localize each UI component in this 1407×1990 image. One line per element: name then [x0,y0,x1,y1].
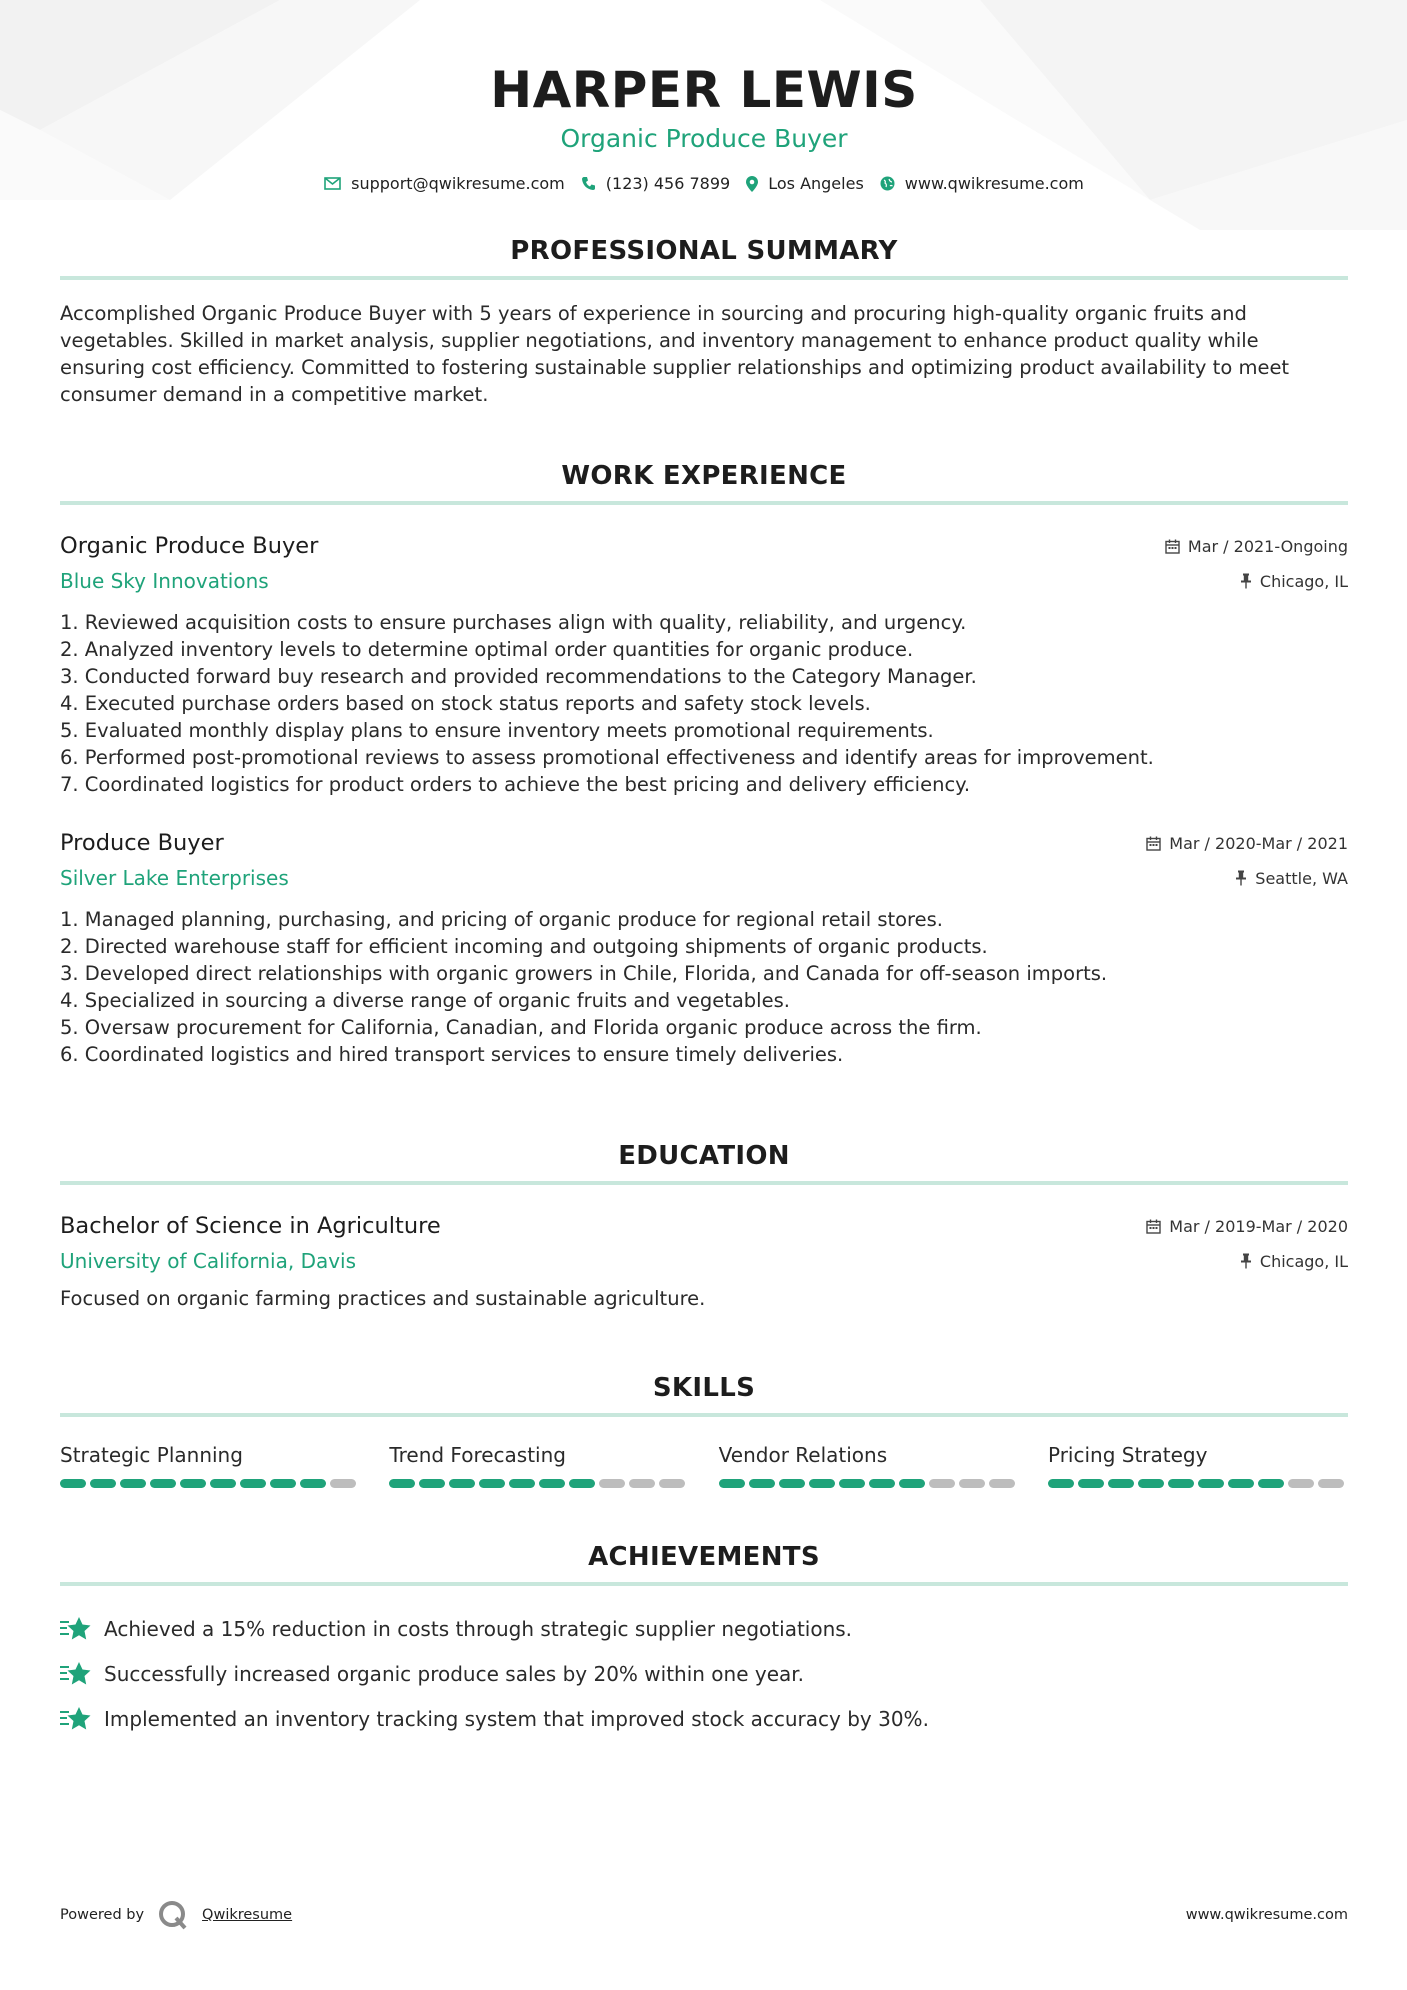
skill-level-segment [569,1479,595,1488]
star-icon [60,1616,92,1642]
list-item: 4. Executed purchase orders based on stock status reports and safety stock levels. [60,692,871,715]
summary-section [60,236,1348,408]
achievement-text: Implemented an inventory tracking system that improved stock accuracy by 30%. [104,1706,929,1731]
list-item: 5. Oversaw procurement for California, Canadian, and Florida organic produce across the firm. [60,1016,982,1039]
list-item: 1. Reviewed acquisition costs to ensure purchases align with quality, reliability, and urgency. [60,611,967,634]
job-location [1240,572,1348,591]
resume-header [60,0,1348,193]
skill-level-segment [419,1479,445,1488]
achievement-text: Achieved a 15% reduction in costs through strategic supplier negotiations. [104,1616,853,1641]
skill-name: Pricing Strategy [1047,1443,1208,1467]
skill-level-segment [1288,1479,1314,1488]
job-location-text: Seattle, WA [1255,868,1348,888]
skill-level-segment [479,1479,505,1488]
job-bullets [60,906,1348,1068]
job-dates [1165,537,1348,556]
job-bullets [60,609,1348,798]
job-entry-1 [60,533,1348,798]
summary-text: Accomplished Organic Produce Buyer with 5 years of experience in sourcing and procuring high-quality organic fruits and vegetables. Skilled in market analysis, supplier negotiations, and inventory management to enhance product quality while ensuring cost efficiency. Committed to fostering sustainable supplier relationships and optimizing product availability to meet consumer demand in a competitive market. [60,302,1290,406]
skill-level-segment [120,1479,146,1488]
achievements-section [60,1542,1348,1741]
job-title: Organic Produce Buyer [60,533,319,559]
education-dates [1146,1217,1348,1236]
skill-level-segment [1108,1479,1134,1488]
phone-icon [581,176,596,191]
skill-level-segment [959,1479,985,1488]
list-item [60,1606,1348,1651]
skill-level-segment [1228,1479,1254,1488]
skill-level-segment [240,1479,266,1488]
skill-level-segment [839,1479,865,1488]
list-item: 1. Managed planning, purchasing, and pricing of organic produce for regional retail stores. [60,908,944,931]
skill-level-segment [719,1479,745,1488]
contact-website[interactable] [880,174,1084,193]
star-icon [60,1706,92,1732]
skill-level-segment [1318,1479,1344,1488]
contact-email[interactable] [324,174,565,193]
skill-level-segment [1168,1479,1194,1488]
skill-item [1048,1443,1348,1488]
job-entry-2 [60,830,1348,1068]
qwikresume-logo-icon [158,1900,188,1930]
email-text: support@qwikresume.com [351,174,565,193]
skill-level-segment [1138,1479,1164,1488]
education-entry [60,1213,1348,1310]
list-item: 4. Specialized in sourcing a diverse range of organic fruits and vegetables. [60,989,790,1012]
list-item: 3. Developed direct relationships with organic growers in Chile, Florida, and Canada for off-season imports. [60,962,1108,985]
job-dates [1146,834,1348,853]
website-text: www.qwikresume.com [904,174,1084,193]
job-location-text: Chicago, IL [1259,571,1348,591]
list-item: 6. Performed post-promotional reviews to assess promotional effectiveness and identify areas for improvement. [60,746,1154,769]
skills-section [60,1373,1348,1488]
section-title-experience: WORK EXPERIENCE [60,461,1348,505]
education-description: Focused on organic farming practices and sustainable agriculture. [60,1287,706,1310]
skill-level-segment [60,1479,86,1488]
contact-bar [60,174,1348,193]
degree-title: Bachelor of Science in Agriculture [60,1213,441,1239]
qwikresume-link[interactable]: Qwikresume [202,1907,293,1923]
skill-level-segment [210,1479,236,1488]
skill-level-segment [749,1479,775,1488]
skill-level-segment [449,1479,475,1488]
skill-level-segment [809,1479,835,1488]
pushpin-icon [1240,1253,1252,1269]
calendar-icon [1165,539,1180,554]
list-item [60,1696,1348,1741]
skill-name: Strategic Planning [60,1443,243,1467]
education-location [1240,1252,1348,1271]
list-item: 5. Evaluated monthly display plans to ensure inventory meets promotional requirements. [60,719,934,742]
list-item: 7. Coordinated logistics for product orders to achieve the best pricing and delivery efficiency. [60,773,971,796]
skill-level-bar [719,1479,1019,1488]
achievement-text: Successfully increased organic produce sales by 20% within one year. [104,1661,805,1686]
section-title-summary: PROFESSIONAL SUMMARY [60,236,1348,280]
skill-level-segment [989,1479,1015,1488]
location-text: Los Angeles [768,174,864,193]
job-dates-text: Mar / 2021-Ongoing [1187,536,1348,556]
skill-level-segment [539,1479,565,1488]
job-title: Produce Buyer [60,830,224,856]
candidate-title: Organic Produce Buyer [560,124,848,153]
skill-level-bar [60,1479,360,1488]
footer-url[interactable]: www.qwikresume.com [1185,1907,1348,1923]
phone-text: (123) 456 7899 [605,174,731,193]
education-location-text: Chicago, IL [1259,1251,1348,1271]
star-icon [60,1661,92,1687]
skill-level-bar [1048,1479,1348,1488]
page-footer [60,1900,1348,1930]
skill-level-segment [300,1479,326,1488]
contact-location [746,174,864,193]
list-item: 3. Conducted forward buy research and provided recommendations to the Category Manager. [60,665,977,688]
skill-level-segment [1078,1479,1104,1488]
job-location [1235,869,1348,888]
list-item: 2. Directed warehouse staff for efficient incoming and outgoing shipments of organic products. [60,935,988,958]
job-company: Silver Lake Enterprises [60,866,289,890]
powered-by-label: Powered by [60,1907,145,1923]
skill-level-segment [929,1479,955,1488]
skill-level-segment [180,1479,206,1488]
list-item [60,1651,1348,1696]
candidate-name: HARPER LEWIS [490,61,918,119]
skill-level-segment [330,1479,356,1488]
skills-grid [60,1443,1348,1488]
list-item: 2. Analyzed inventory levels to determine optimal order quantities for organic produce. [60,638,914,661]
skill-level-segment [1258,1479,1284,1488]
skill-level-segment [599,1479,625,1488]
skill-level-segment [869,1479,895,1488]
resume-page [60,0,1348,1731]
skill-level-segment [509,1479,535,1488]
skill-level-segment [629,1479,655,1488]
skill-level-segment [150,1479,176,1488]
section-title-achievements: ACHIEVEMENTS [60,1542,1348,1586]
section-title-education: EDUCATION [60,1141,1348,1185]
list-item: 6. Coordinated logistics and hired transport services to ensure timely deliveries. [60,1043,844,1066]
contact-phone[interactable] [581,174,730,193]
education-section [60,1141,1348,1310]
map-pin-icon [746,176,758,192]
school-name: University of California, Davis [60,1249,357,1273]
skill-level-segment [389,1479,415,1488]
skill-level-segment [90,1479,116,1488]
envelope-icon [324,177,341,190]
globe-icon [880,176,895,191]
skill-level-segment [270,1479,296,1488]
skill-name: Vendor Relations [718,1443,888,1467]
skill-level-segment [1198,1479,1224,1488]
skill-level-segment [1048,1479,1074,1488]
job-dates-text: Mar / 2020-Mar / 2021 [1169,833,1348,853]
calendar-icon [1146,836,1161,851]
skill-name: Trend Forecasting [389,1443,566,1467]
skill-level-segment [659,1479,685,1488]
education-dates-text: Mar / 2019-Mar / 2020 [1169,1216,1348,1236]
skill-item [389,1443,689,1488]
calendar-icon [1146,1219,1161,1234]
experience-section [60,461,1348,1068]
job-company: Blue Sky Innovations [60,569,269,593]
skill-item [719,1443,1019,1488]
achievements-list [60,1606,1348,1741]
skill-level-segment [899,1479,925,1488]
skill-level-bar [389,1479,689,1488]
pushpin-icon [1240,573,1252,589]
pushpin-icon [1235,870,1247,886]
skill-item [60,1443,360,1488]
skill-level-segment [779,1479,805,1488]
section-title-skills: SKILLS [60,1373,1348,1417]
powered-by [60,1900,292,1930]
